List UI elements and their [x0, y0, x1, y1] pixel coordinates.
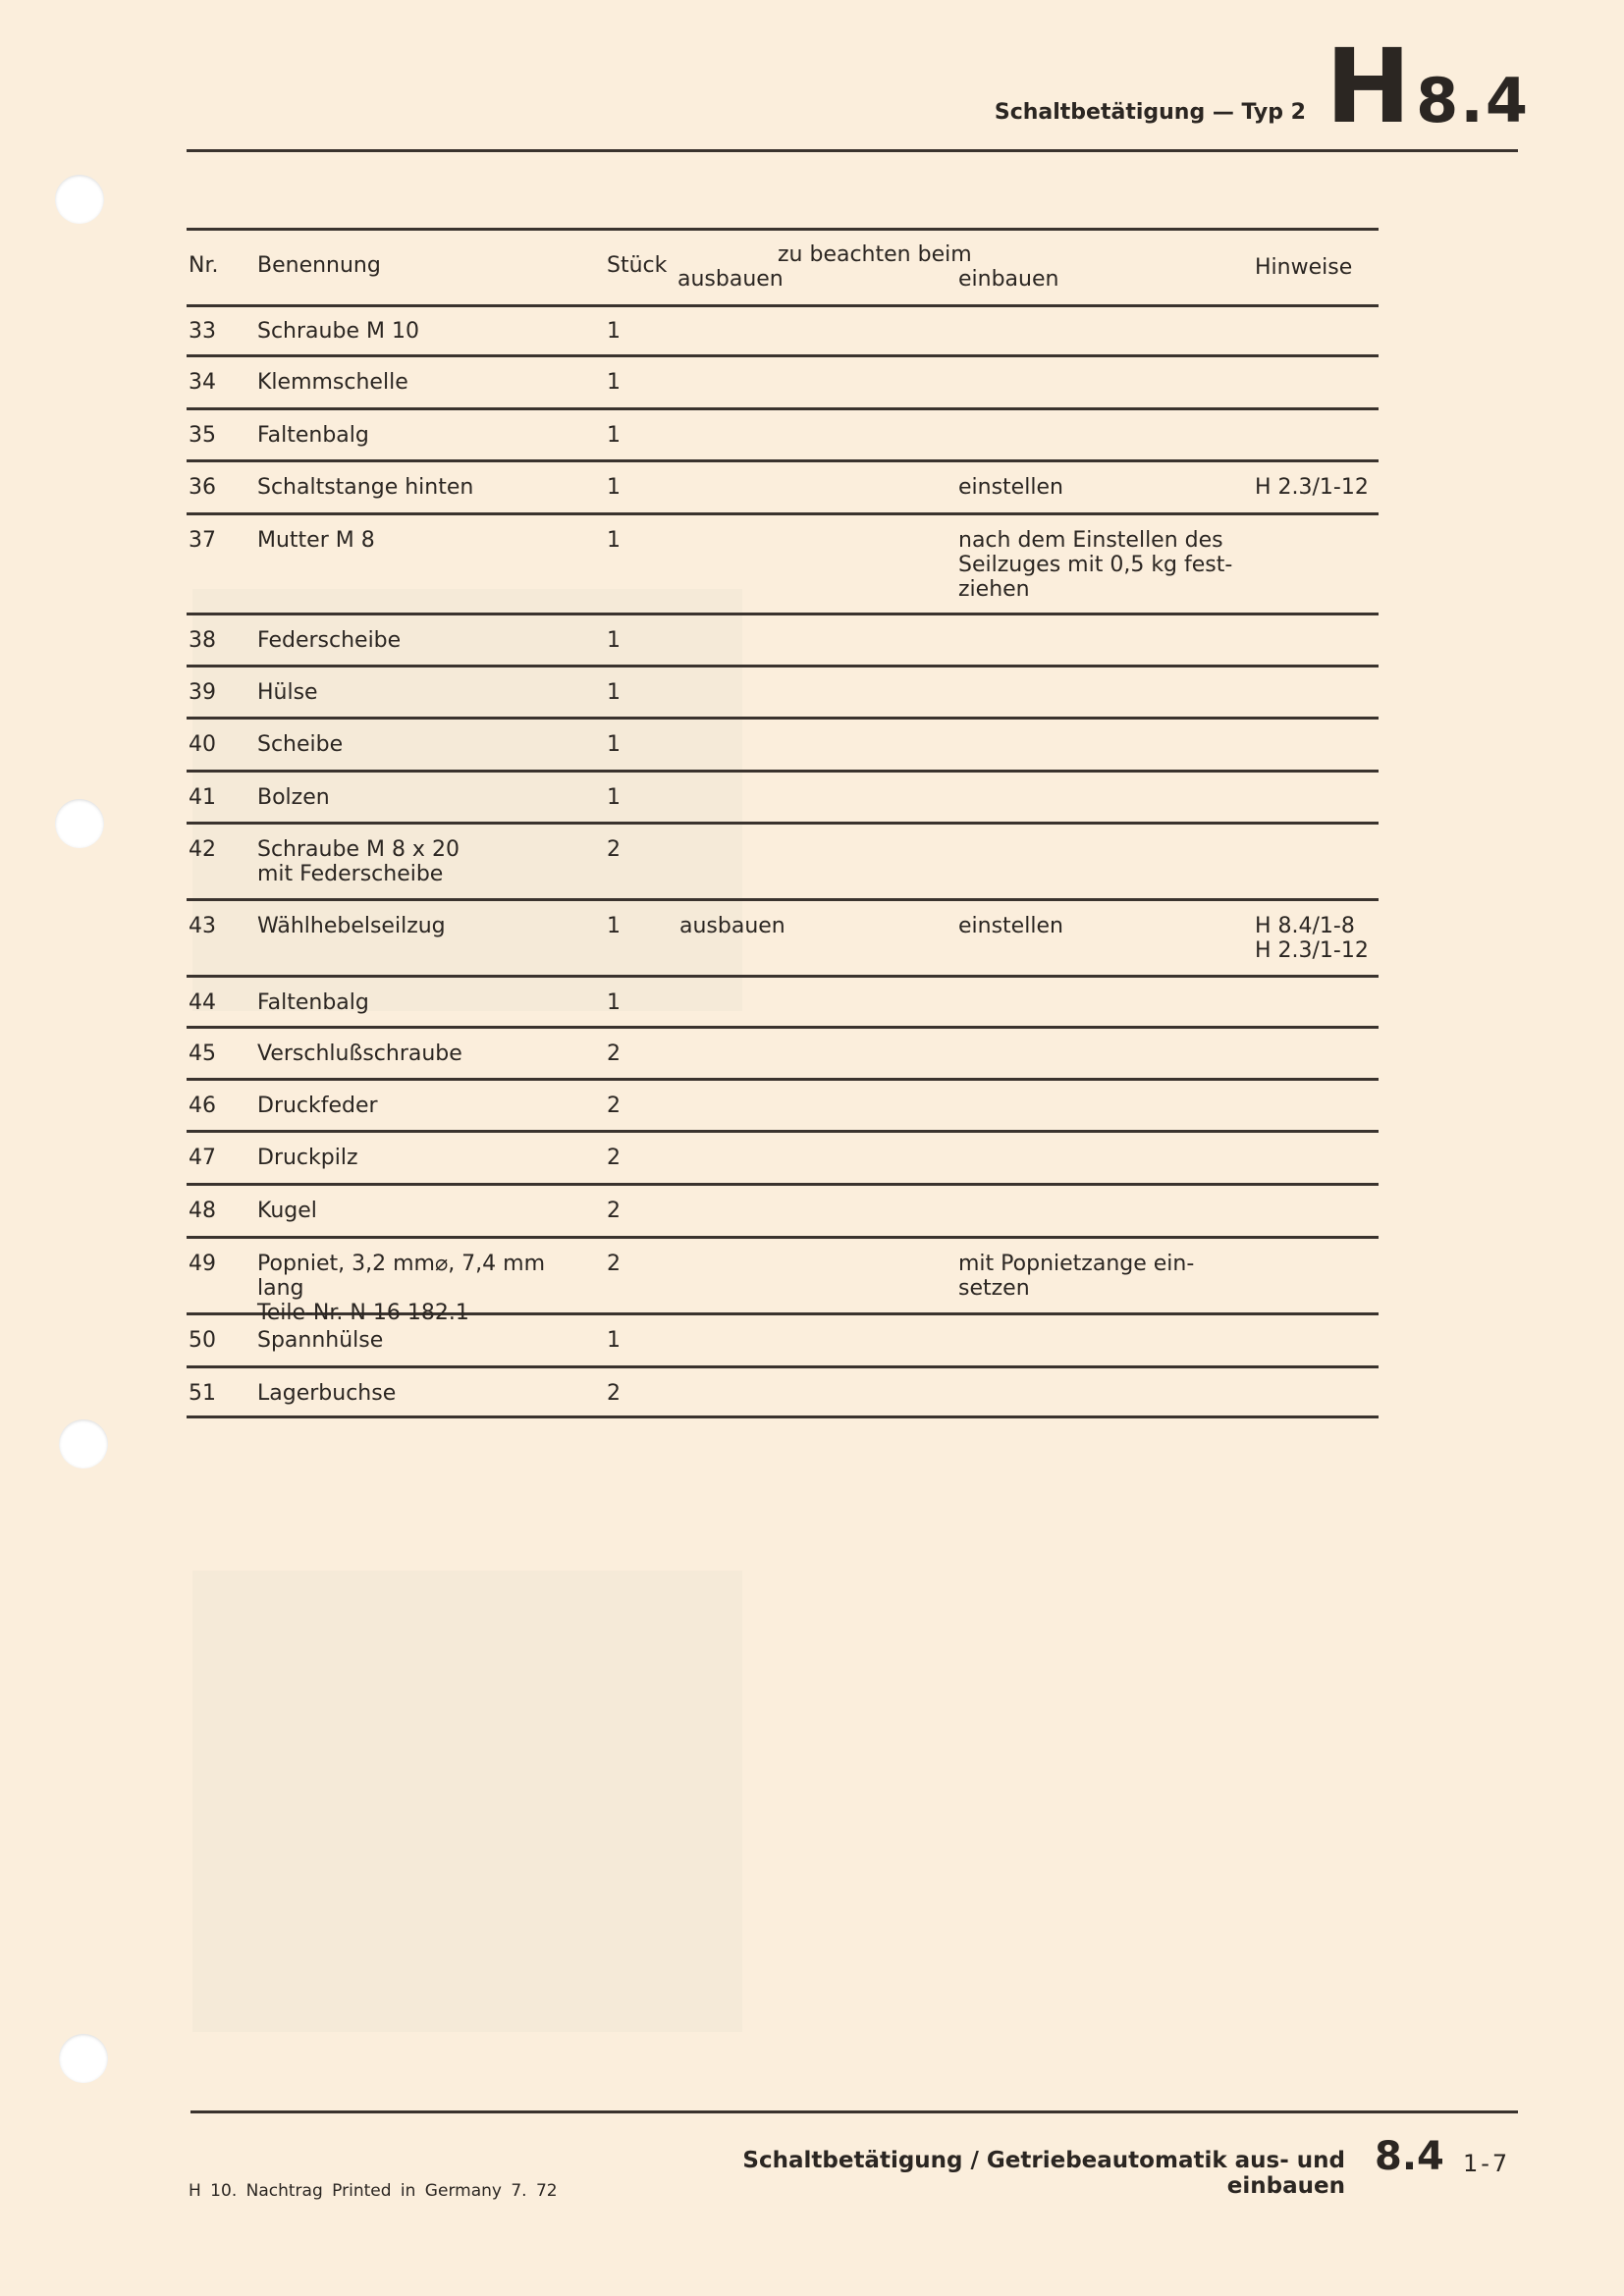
row-number: 33 [189, 319, 216, 344]
print-note: H 10. Nachtrag Printed in Germany 7. 72 [189, 2181, 558, 2201]
row-number: 43 [189, 914, 216, 938]
table-row [187, 410, 1379, 462]
row-einbauen: mit Popnietzange ein- setzen [958, 1252, 1195, 1301]
punch-hole-2 [55, 799, 104, 848]
table-row [187, 978, 1379, 1029]
row-einbauen: nach dem Einstellen des Seilzuges mit 0,5 kg fest- ziehen [958, 528, 1233, 602]
row-quantity: 1 [607, 914, 621, 938]
col-qty-header: Stück [607, 253, 668, 278]
row-number: 35 [189, 423, 216, 448]
row-number: 49 [189, 1252, 216, 1276]
row-number: 46 [189, 1094, 216, 1118]
punch-hole-1 [55, 175, 104, 224]
row-quantity: 1 [607, 319, 621, 344]
row-number: 41 [189, 785, 216, 810]
table-row [187, 515, 1379, 615]
row-number: 48 [189, 1199, 216, 1223]
row-number: 47 [189, 1146, 216, 1170]
table-row [187, 1315, 1379, 1368]
row-quantity: 1 [607, 990, 621, 1015]
row-name: Faltenbalg [257, 990, 369, 1015]
row-quantity: 1 [607, 785, 621, 810]
row-name: Scheibe [257, 732, 344, 757]
row-name: Hülse [257, 680, 318, 705]
row-einbauen: einstellen [958, 475, 1063, 500]
row-hinweise: H 2.3/1-12 [1255, 475, 1369, 500]
row-quantity: 2 [607, 1146, 621, 1170]
row-number: 39 [189, 680, 216, 705]
col-nr-header: Nr. [189, 253, 219, 278]
row-number: 37 [189, 528, 216, 553]
row-number: 34 [189, 370, 216, 395]
table-row [187, 1368, 1379, 1418]
page-number: 1-7 [1463, 2150, 1511, 2177]
row-quantity: 1 [607, 370, 621, 395]
section-letter: H [1326, 27, 1412, 146]
punch-hole-4 [59, 2034, 108, 2083]
row-quantity: 1 [607, 1328, 621, 1353]
row-quantity: 2 [607, 837, 621, 862]
row-number: 42 [189, 837, 216, 862]
row-name: Schaltstange hinten [257, 475, 474, 500]
row-number: 50 [189, 1328, 216, 1353]
row-number: 40 [189, 732, 216, 757]
header-rule [187, 149, 1518, 152]
row-name: Kugel [257, 1199, 317, 1223]
row-name: Verschlußschraube [257, 1041, 462, 1066]
table-row [187, 773, 1379, 825]
row-quantity: 2 [607, 1094, 621, 1118]
row-name: Spannhülse [257, 1328, 384, 1353]
table-row [187, 462, 1379, 515]
row-quantity: 1 [607, 528, 621, 553]
table-row [187, 720, 1379, 773]
page-title: Schaltbetätigung — Typ 2 [994, 100, 1306, 125]
background-shadow-block [192, 1571, 742, 2032]
row-number: 38 [189, 628, 216, 653]
row-name: Schraube M 8 x 20 mit Federscheibe [257, 837, 460, 886]
footer-section: 8.4 [1375, 2134, 1444, 2179]
row-name: Popniet, 3,2 mm⌀, 7,4 mm lang Teile-Nr. N 16 182.1 [257, 1252, 546, 1325]
footer-rule [190, 2110, 1518, 2113]
row-name: Lagerbuchse [257, 1381, 397, 1406]
col-group-header: zu beachten beim [778, 242, 972, 267]
row-hinweise: H 8.4/1-8 H 2.3/1-12 [1255, 914, 1369, 963]
table-row [187, 901, 1379, 978]
table-body [187, 306, 1379, 1418]
col-name-header: Benennung [257, 253, 381, 278]
row-name: Wählhebelseilzug [257, 914, 446, 938]
row-quantity: 1 [607, 680, 621, 705]
table-header [187, 228, 1379, 306]
row-quantity: 1 [607, 423, 621, 448]
section-number: 8.4 [1416, 65, 1530, 136]
row-quantity: 2 [607, 1252, 621, 1276]
section-code [1326, 27, 1530, 146]
row-quantity: 2 [607, 1381, 621, 1406]
row-quantity: 1 [607, 475, 621, 500]
footer-title: Schaltbetätigung / Getriebeautomatik aus- und einbauen [742, 2148, 1345, 2199]
row-name: Klemmschelle [257, 370, 408, 395]
table-row [187, 357, 1379, 410]
row-name: Mutter M 8 [257, 528, 375, 553]
punch-hole-3 [59, 1419, 108, 1468]
row-quantity: 1 [607, 628, 621, 653]
table-row [187, 1239, 1379, 1325]
row-number: 51 [189, 1381, 216, 1406]
table-row [187, 615, 1379, 667]
col-aus-header: ausbauen [677, 267, 784, 292]
row-quantity: 2 [607, 1199, 621, 1223]
row-quantity: 2 [607, 1041, 621, 1066]
table-row [187, 1133, 1379, 1186]
col-hin-header: Hinweise [1255, 255, 1353, 280]
row-name: Druckpilz [257, 1146, 358, 1170]
table-row [187, 306, 1379, 357]
row-name: Faltenbalg [257, 423, 369, 448]
table-row [187, 667, 1379, 720]
table-row [187, 1081, 1379, 1133]
row-name: Bolzen [257, 785, 330, 810]
row-name: Druckfeder [257, 1094, 378, 1118]
row-name: Schraube M 10 [257, 319, 419, 344]
row-quantity: 1 [607, 732, 621, 757]
row-ausbauen: ausbauen [679, 914, 785, 938]
row-einbauen: einstellen [958, 914, 1063, 938]
row-number: 45 [189, 1041, 216, 1066]
table-row [187, 825, 1379, 901]
row-number: 36 [189, 475, 216, 500]
col-ein-header: einbauen [958, 267, 1059, 292]
table-row [187, 1029, 1379, 1081]
table-row [187, 1186, 1379, 1239]
row-name: Federscheibe [257, 628, 402, 653]
row-number: 44 [189, 990, 216, 1015]
